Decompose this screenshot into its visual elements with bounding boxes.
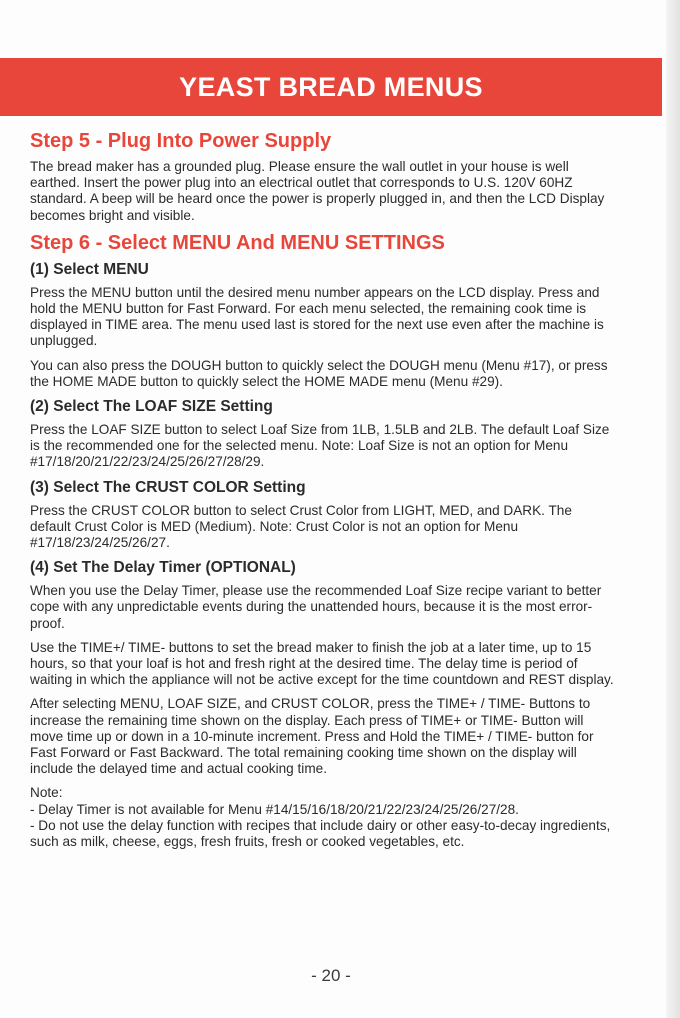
note-label: Note: [30,785,63,801]
crust-color-heading: (3) Select The CRUST COLOR Setting [30,478,306,496]
delay-timer-paragraph-1: When you use the Delay Timer, please use the recommended Loaf Size recipe variant to better cope with any unpredictable events during the unattended hours, because it is the most error-proof. [30,583,602,631]
step5-paragraph: The bread maker has a grounded plug. Please ensure the wall outlet in your house is well earthed. Insert the power plug into an electrical outlet that corresponds to U.S. 120V 60HZ standard. A beep will be heard once the power is properly plugged in, and then the LCD Display becomes bright and visible. [30,159,605,223]
step5-heading: Step 5 - Plug Into Power Supply [30,130,332,152]
select-menu-heading: (1) Select MENU [30,260,149,278]
step6-heading: Step 6 - Select MENU And MENU SETTINGS [30,231,445,254]
section-banner [0,58,662,116]
note-item-2: - Do not use the delay function with recipes that include dairy or other easy-to-decay ingredients, such as milk, cheese, eggs, fresh fruits, fresh or cooked vegetables, etc. [30,817,611,850]
select-menu-paragraph-1: Press the MENU button until the desired menu number appears on the LCD display. Press and hold the MENU button for Fast Forward. For each menu selected, the remaining cook time is displayed in TIME area. The menu used last is stored for the next use even after the machine is unplugged. [30,284,604,349]
page-edge-shadow [666,0,680,1018]
delay-timer-heading: (4) Set The Delay Timer (OPTIONAL) [30,559,296,577]
page-number: - 20 - [311,966,351,985]
banner-title: YEAST BREAD MENUS [179,71,483,102]
delay-timer-paragraph-2: Use the TIME+/ TIME- buttons to set the bread maker to finish the job at a later time, up to 15 hours, so that your loaf is hot and fresh right at the desired time. The delay time is period of waiting in which the appliance will not be active except for the time countdown and REST display. [30,639,614,688]
select-menu-paragraph-2: You can also press the DOUGH button to quickly select the DOUGH menu (Menu #17), or press the HOME MADE button to quickly select the HOME MADE menu (Menu #29). [30,357,608,389]
loaf-size-paragraph: Press the LOAF SIZE button to select Loaf Size from 1LB, 1.5LB and 2LB. The default Loaf Size is the recommended one for the selected menu. Note: Loaf Size is not an option for Menu #17/18/20/21/22/23/24/25/26/27/28/29. [30,422,610,470]
page-content [30,130,614,850]
note-item-1: - Delay Timer is not available for Menu #14/15/16/18/20/21/22/23/24/25/26/27/28. [30,801,519,817]
crust-color-paragraph: Press the CRUST COLOR button to select Crust Color from LIGHT, MED, and DARK. The default Crust Color is MED (Medium). Note: Crust Color is not an option for Menu #17/18/23/24/25/26/27. [30,502,572,551]
delay-timer-paragraph-3: After selecting MENU, LOAF SIZE, and CRUST COLOR, press the TIME+ / TIME- Buttons to increase the remaining time shown on the display. Each press of TIME+ or TIME- Button will move time up or down in a 10-minute increment. Press and Hold the TIME+ / TIME- button for Fast Forward or Fast Backward. The total remaining cooking time shown on the display will include the delayed time and actual cooking time. [30,696,594,777]
loaf-size-heading: (2) Select The LOAF SIZE Setting [30,398,273,416]
